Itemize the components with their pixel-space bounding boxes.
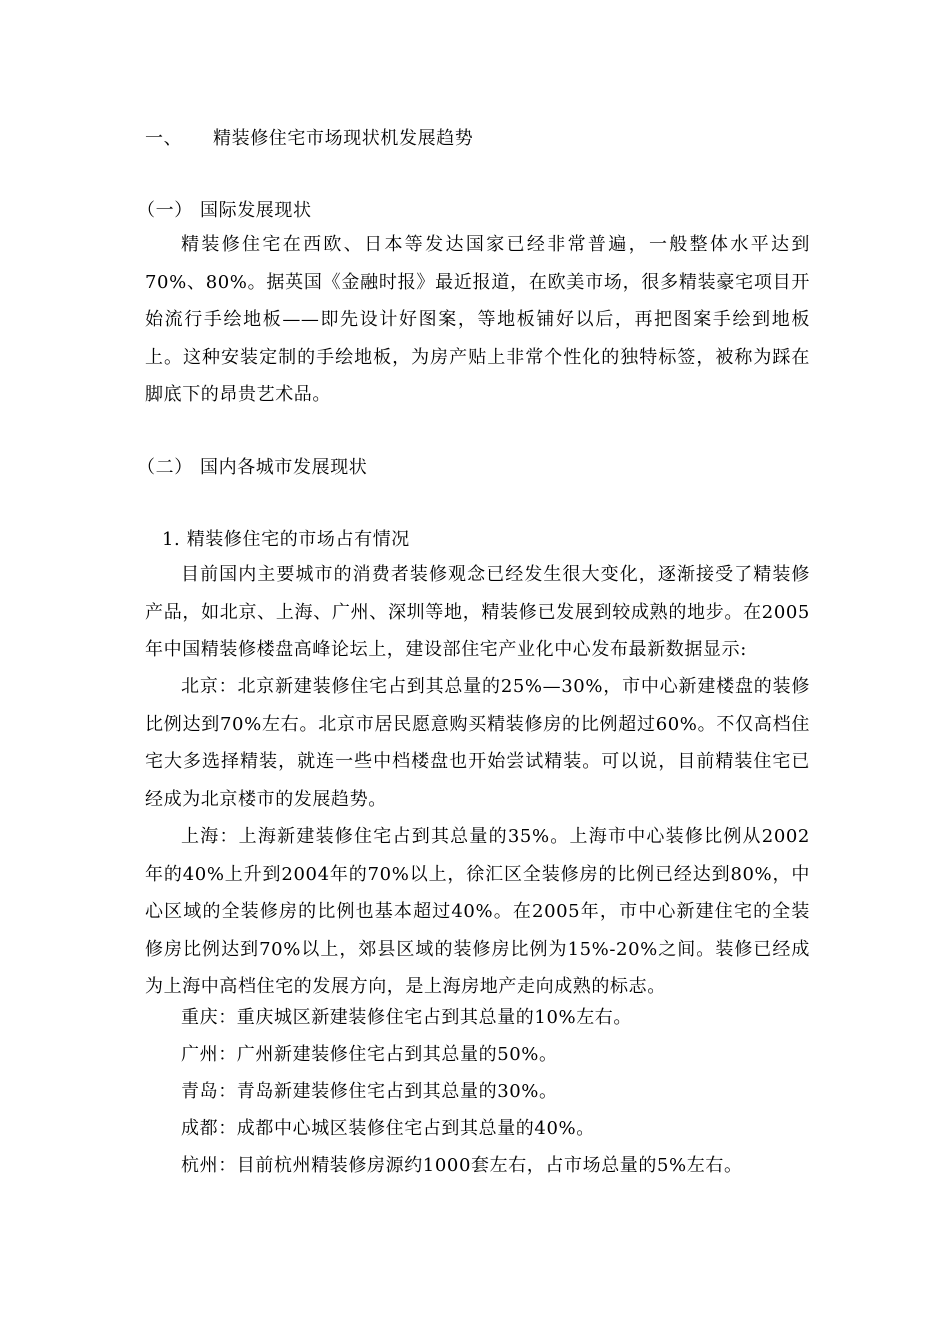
- heading-1-number: 一、: [145, 128, 183, 149]
- section-2-number: （二）: [137, 457, 193, 478]
- shanghai-paragraph: 上海：上海新建装修住宅占到其总量的35%。上海市中心装修比例从2002年的40%上升到2004年的70%以上，徐汇区全装修房的比例已经达到80%，中心区域的全装修房的比例也基本超过40%。在2005年，市中心新建住宅的全装修房比例达到70%以上，郊县区域的装修房比例为15%-20%之间。装修已经成为上海中高档住宅的发展方向，是上海房地产走向成熟的标志。: [145, 826, 810, 997]
- qingdao-line: 青岛：青岛新建装修住宅占到其总量的30%。: [181, 1081, 558, 1102]
- subsection-1-title: 1. 精装修住宅的市场占有情况: [162, 529, 410, 550]
- beijing-paragraph: 北京：北京新建装修住宅占到其总量的25%—30%，市中心新建楼盘的装修比例达到70%左右。北京市居民愿意购买精装修房的比例超过60%。不仅高档住宅大多选择精装，就连一些中档楼盘也开始尝试精装。可以说，目前精装住宅已经成为北京楼市的发展趋势。: [145, 676, 810, 810]
- guangzhou-line: 广州：广州新建装修住宅占到其总量的50%。: [181, 1044, 558, 1065]
- heading-1-title: 精装修住宅市场现状机发展趋势: [213, 128, 474, 149]
- subsection-1-intro: 目前国内主要城市的消费者装修观念已经发生很大变化，逐渐接受了精装修产品，如北京、上海、广州、深圳等地，精装修已发展到较成熟的地步。在2005年中国精装修楼盘高峰论坛上，建设部住宅产业化中心发布最新数据显示:: [145, 564, 810, 660]
- hangzhou-line: 杭州：目前杭州精装修房源约1000套左右，占市场总量的5%左右。: [181, 1155, 743, 1176]
- chengdu-line: 成都：成都中心城区装修住宅占到其总量的40%。: [181, 1118, 595, 1139]
- section-1-title: 国际发展现状: [200, 200, 312, 221]
- chongqing-line: 重庆：重庆城区新建装修住宅占到其总量的10%左右。: [181, 1007, 633, 1028]
- section-1-paragraph: 精装修住宅在西欧、日本等发达国家已经非常普遍，一般整体水平达到70%、80%。据英国《金融时报》最近报道，在欧美市场，很多精装豪宅项目开始流行手绘地板——即先设计好图案，等地板铺好以后，再把图案手绘到地板上。这种安装定制的手绘地板，为房产贴上非常个性化的独特标签，被称为踩在脚底下的昂贵艺术品。: [145, 234, 810, 405]
- section-1-number: （一）: [137, 200, 193, 221]
- section-2-title: 国内各城市发展现状: [200, 457, 368, 478]
